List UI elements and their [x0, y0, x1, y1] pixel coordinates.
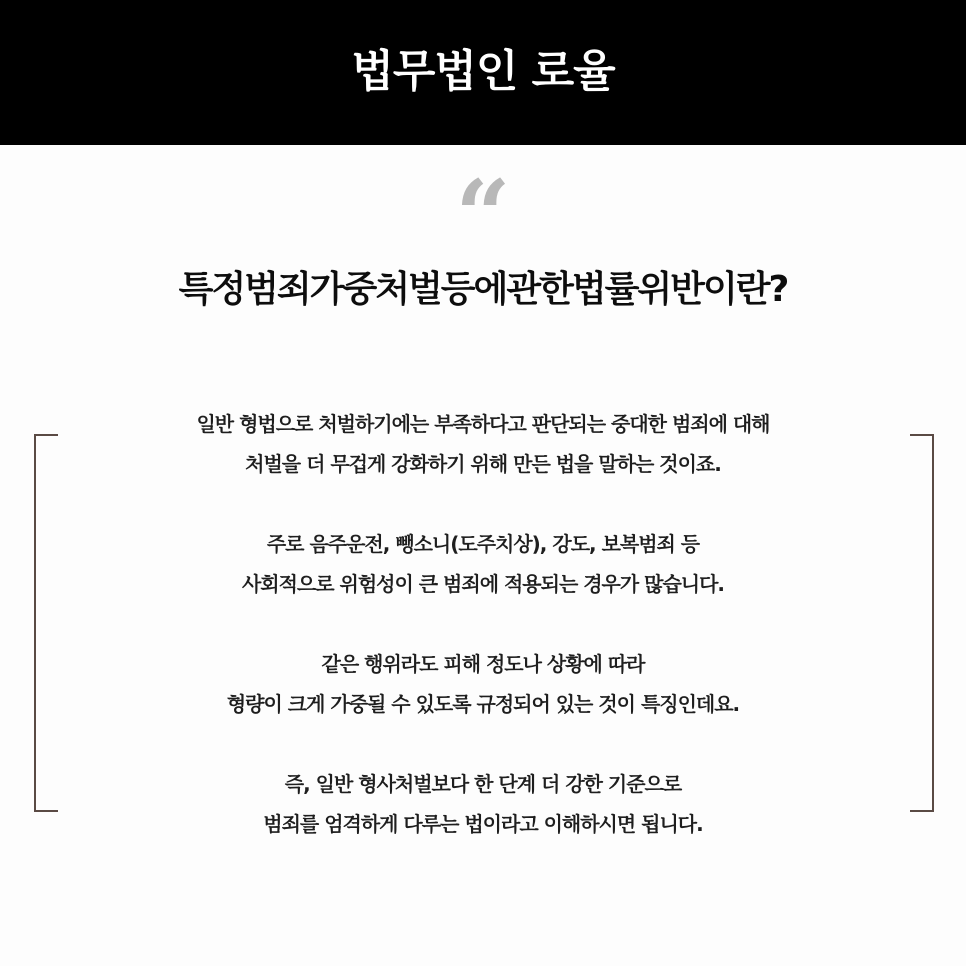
right-bracket-decoration — [910, 434, 934, 812]
quote-mark-icon: “ — [455, 168, 511, 228]
paragraph-gap — [100, 724, 866, 764]
paragraph-2-line-1: 주로 음주운전, 뺑소니(도주치상), 강도, 보복범죄 등 — [266, 532, 700, 556]
page-heading: 특정범죄가중처벌등에관한법률위반이란? — [178, 269, 788, 310]
paragraph-gap — [100, 604, 866, 644]
paragraph-3-line-1: 같은 행위라도 피해 정도나 상황에 따라 — [321, 652, 645, 676]
paragraph-4-line-2: 범죄를 엄격하게 다루는 법이라고 이해하시면 됩니다. — [263, 812, 703, 836]
paragraph-4-line-1: 즉, 일반 형사처벌보다 한 단계 더 강한 기준으로 — [284, 772, 682, 796]
paragraph-1-line-1: 일반 형법으로 처벌하기에는 부족하다고 판단되는 중대한 범죄에 대해 — [196, 412, 770, 436]
paragraph-2-line-2: 사회적으로 위험성이 큰 범죄에 적용되는 경우가 많습니다. — [241, 572, 725, 596]
paragraph-1-line-2: 처벌을 더 무겁게 강화하기 위해 만든 법을 말하는 것이죠. — [245, 452, 721, 476]
paragraph-3-line-2: 형량이 크게 가중될 수 있도록 규정되어 있는 것이 특징인데요. — [226, 692, 740, 716]
body-text-block — [100, 404, 866, 844]
paragraph-gap — [100, 484, 866, 524]
header-banner — [0, 0, 966, 145]
left-bracket-decoration — [34, 434, 58, 812]
firm-name-title: 법무법인 로율 — [351, 45, 615, 97]
